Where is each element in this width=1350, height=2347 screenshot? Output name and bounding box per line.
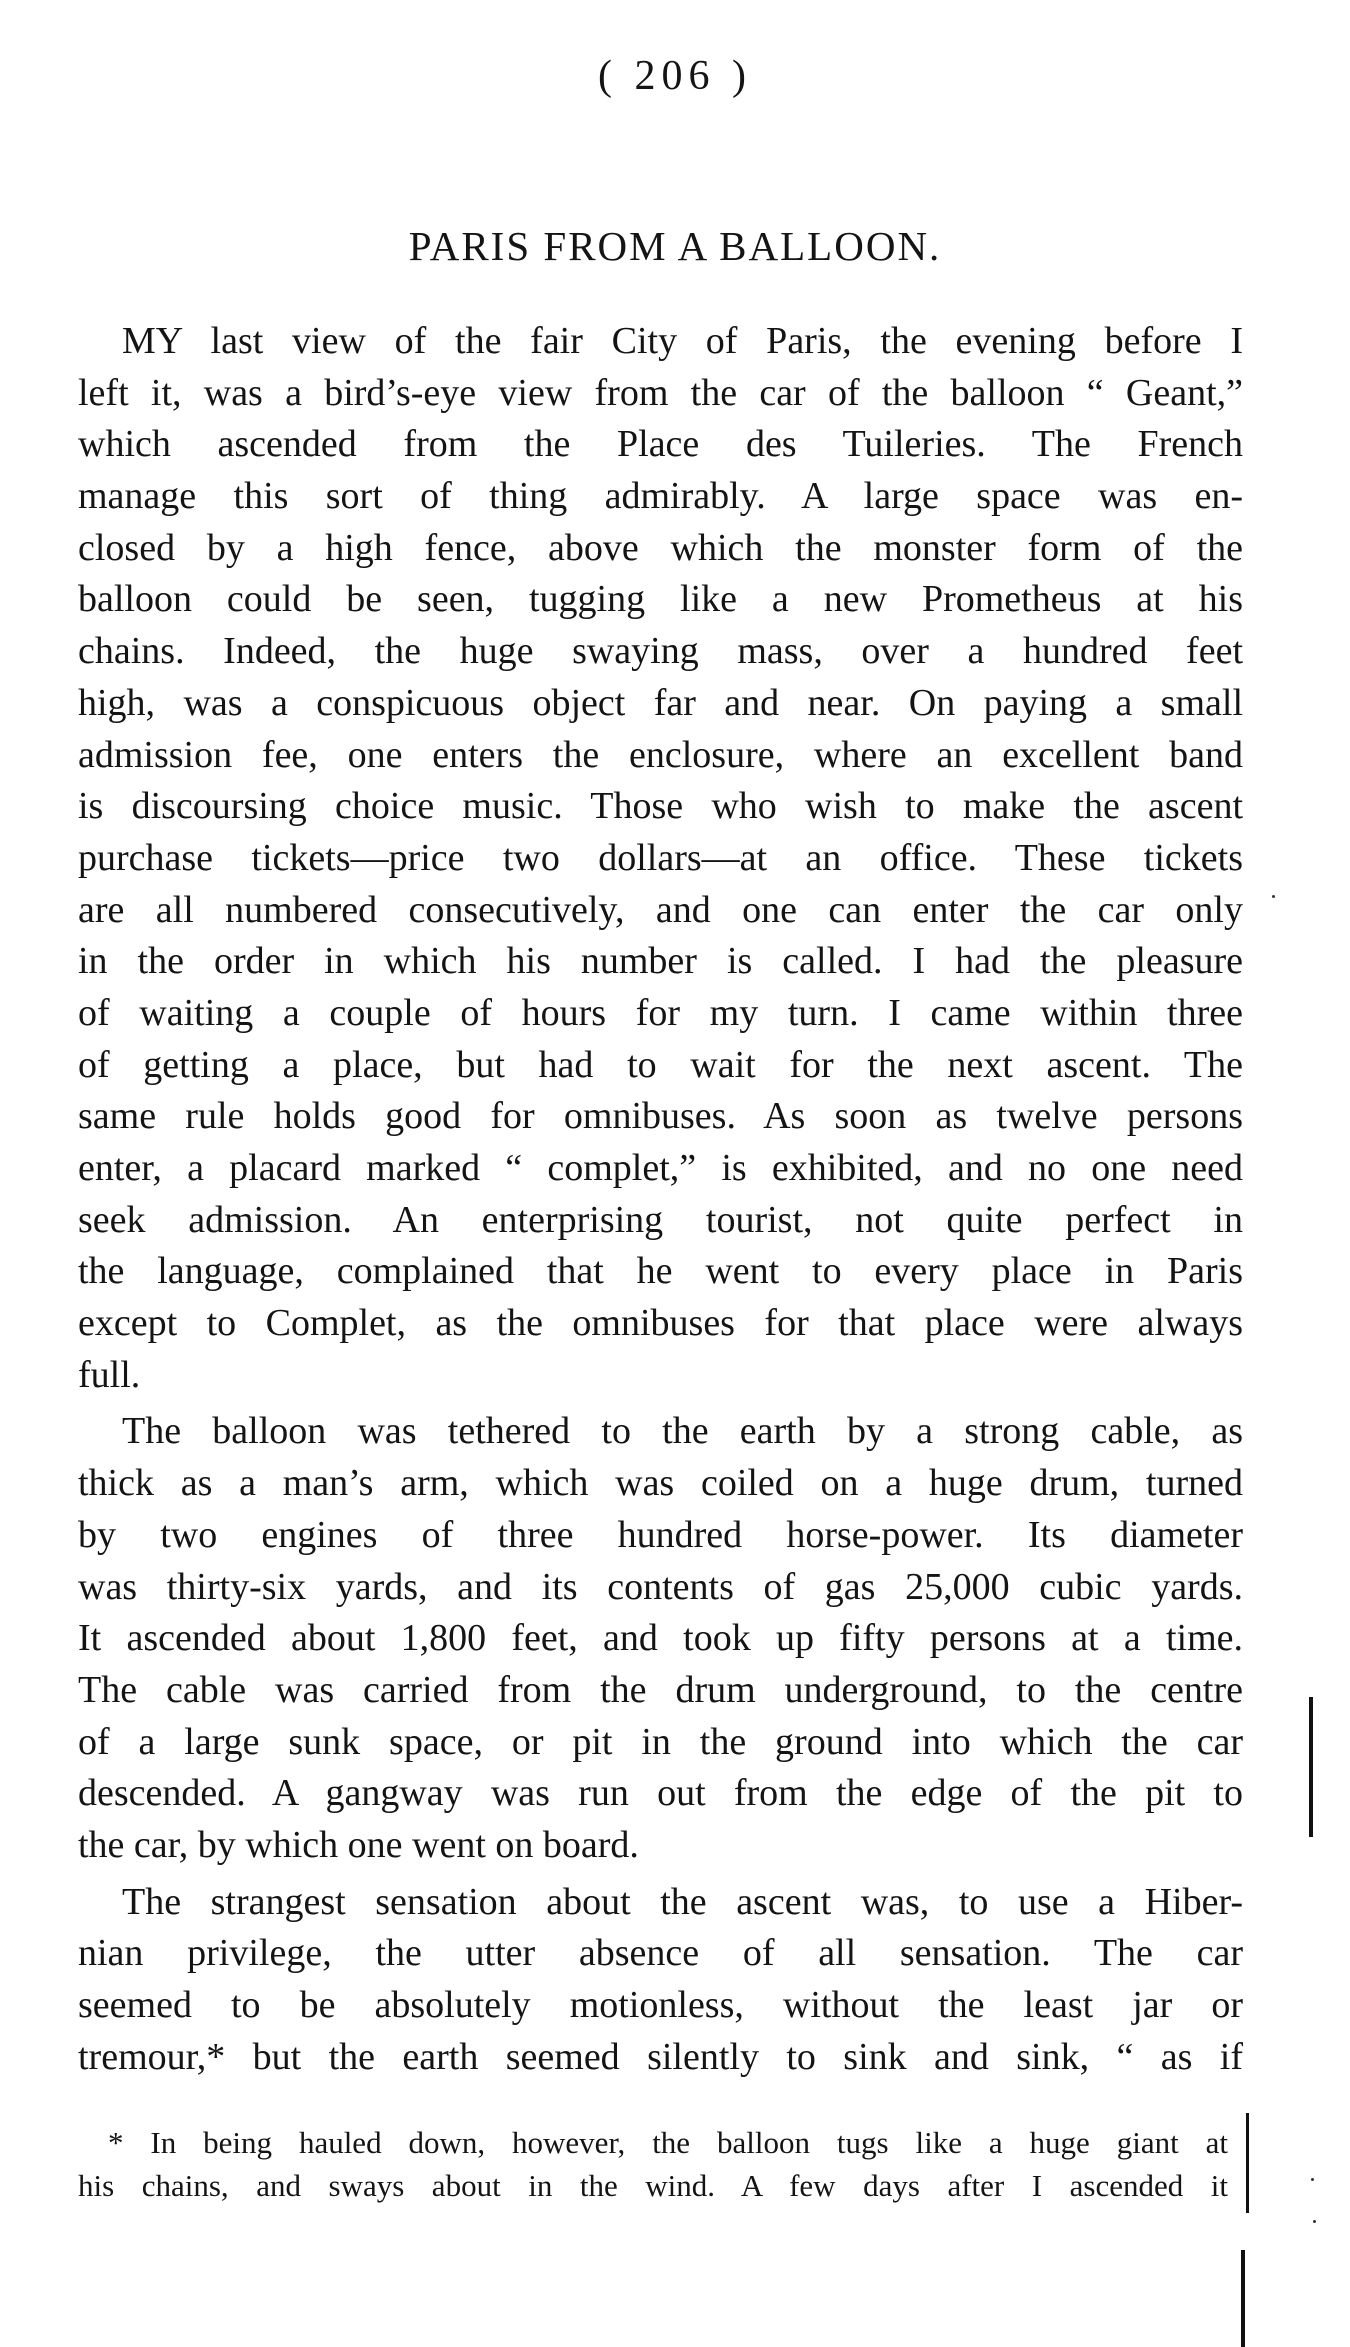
text-line: same rule holds good for omnibuses. As soon as twelve persons xyxy=(78,1095,1243,1138)
text-line: of a large sunk space, or pit in the ground into which the car xyxy=(78,1720,1243,1763)
text-line: tremour,* but the earth seemed silently to sink and sink, “ as if xyxy=(78,2035,1243,2078)
text-line: purchase tickets—price two dollars—at an office. These tickets xyxy=(78,836,1243,879)
text-line: full. xyxy=(78,1353,141,1396)
text-line: by two engines of three hundred horse-power. Its diameter xyxy=(78,1513,1243,1556)
footnote xyxy=(78,2121,1228,2207)
ink-speck xyxy=(1313,2220,1316,2223)
article-body xyxy=(78,316,1243,2083)
text-line: chains. Indeed, the huge swaying mass, over a hundred feet xyxy=(78,630,1243,673)
text-line: The balloon was tethered to the earth by a strong cable, as xyxy=(122,1410,1243,1453)
margin-rule xyxy=(1241,2250,1245,2347)
text-line: The cable was carried from the drum underground, to the centre xyxy=(78,1668,1243,1711)
paragraph-2 xyxy=(78,1406,1243,1871)
margin-rule xyxy=(1309,1697,1313,1837)
footnote-line: his chains, and sways about in the wind. A few days after I ascended it xyxy=(78,2168,1228,2203)
text-line: manage this sort of thing admirably. A large space was en- xyxy=(78,475,1243,518)
text-line: closed by a high fence, above which the monster form of the xyxy=(78,526,1243,569)
text-line: the car, by which one went on board. xyxy=(78,1823,639,1866)
text-line: of getting a place, but had to wait for the next ascent. The xyxy=(78,1043,1243,1086)
paragraph-1 xyxy=(78,316,1243,1401)
ink-speck xyxy=(1272,895,1275,898)
text-line: thick as a man’s arm, which was coiled on a huge drum, turned xyxy=(78,1462,1243,1505)
text-line: seek admission. An enterprising tourist, not quite perfect in xyxy=(78,1198,1243,1241)
text-line: seemed to be absolutely motionless, without the least jar or xyxy=(78,1984,1243,2026)
text-line: the language, complained that he went to every place in Paris xyxy=(78,1250,1243,1293)
ink-speck xyxy=(1311,2178,1314,2181)
text-line: of waiting a couple of hours for my turn. I came within three xyxy=(78,991,1243,1034)
text-line: descended. A gangway was run out from the edge of the pit to xyxy=(78,1772,1243,1815)
margin-rule xyxy=(1246,2113,1249,2213)
text-line: It ascended about 1,800 feet, and took up fifty persons at a time. xyxy=(78,1617,1243,1660)
text-line: high, was a conspicuous object far and near. On paying a small xyxy=(78,681,1243,724)
text-line: nian privilege, the utter absence of all sensation. The car xyxy=(78,1932,1243,1975)
text-line: enter, a placard marked “ complet,” is exhibited, and no one need xyxy=(78,1147,1243,1189)
text-line: The strangest sensation about the ascent was, to use a Hiber- xyxy=(122,1880,1243,1923)
page-title: PARIS FROM A BALLOON. xyxy=(408,223,942,269)
footnote-line: * In being hauled down, however, the balloon tugs like a huge giant at xyxy=(108,2125,1228,2160)
page-number: ( 206 ) xyxy=(598,53,752,99)
text-line: in the order in which his number is called. I had the pleasure xyxy=(78,940,1243,983)
text-line: is discoursing choice music. Those who wish to make the ascent xyxy=(78,785,1243,828)
text-line: MY last view of the fair City of Paris, the evening before I xyxy=(122,320,1243,362)
text-line: balloon could be seen, tugging like a new Prometheus at his xyxy=(78,578,1243,621)
text-line: which ascended from the Place des Tuileries. The French xyxy=(78,423,1243,466)
text-line: except to Complet, as the omnibuses for that place were always xyxy=(78,1302,1243,1345)
text-line: left it, was a bird’s-eye view from the car of the balloon “ Geant,” xyxy=(78,371,1243,414)
text-line: admission fee, one enters the enclosure, where an excellent band xyxy=(78,733,1243,776)
text-line: are all numbered consecutively, and one can enter the car only xyxy=(78,888,1243,931)
paragraph-3 xyxy=(78,1877,1243,2084)
text-line: was thirty-six yards, and its contents of gas 25,000 cubic yards. xyxy=(78,1565,1243,1608)
